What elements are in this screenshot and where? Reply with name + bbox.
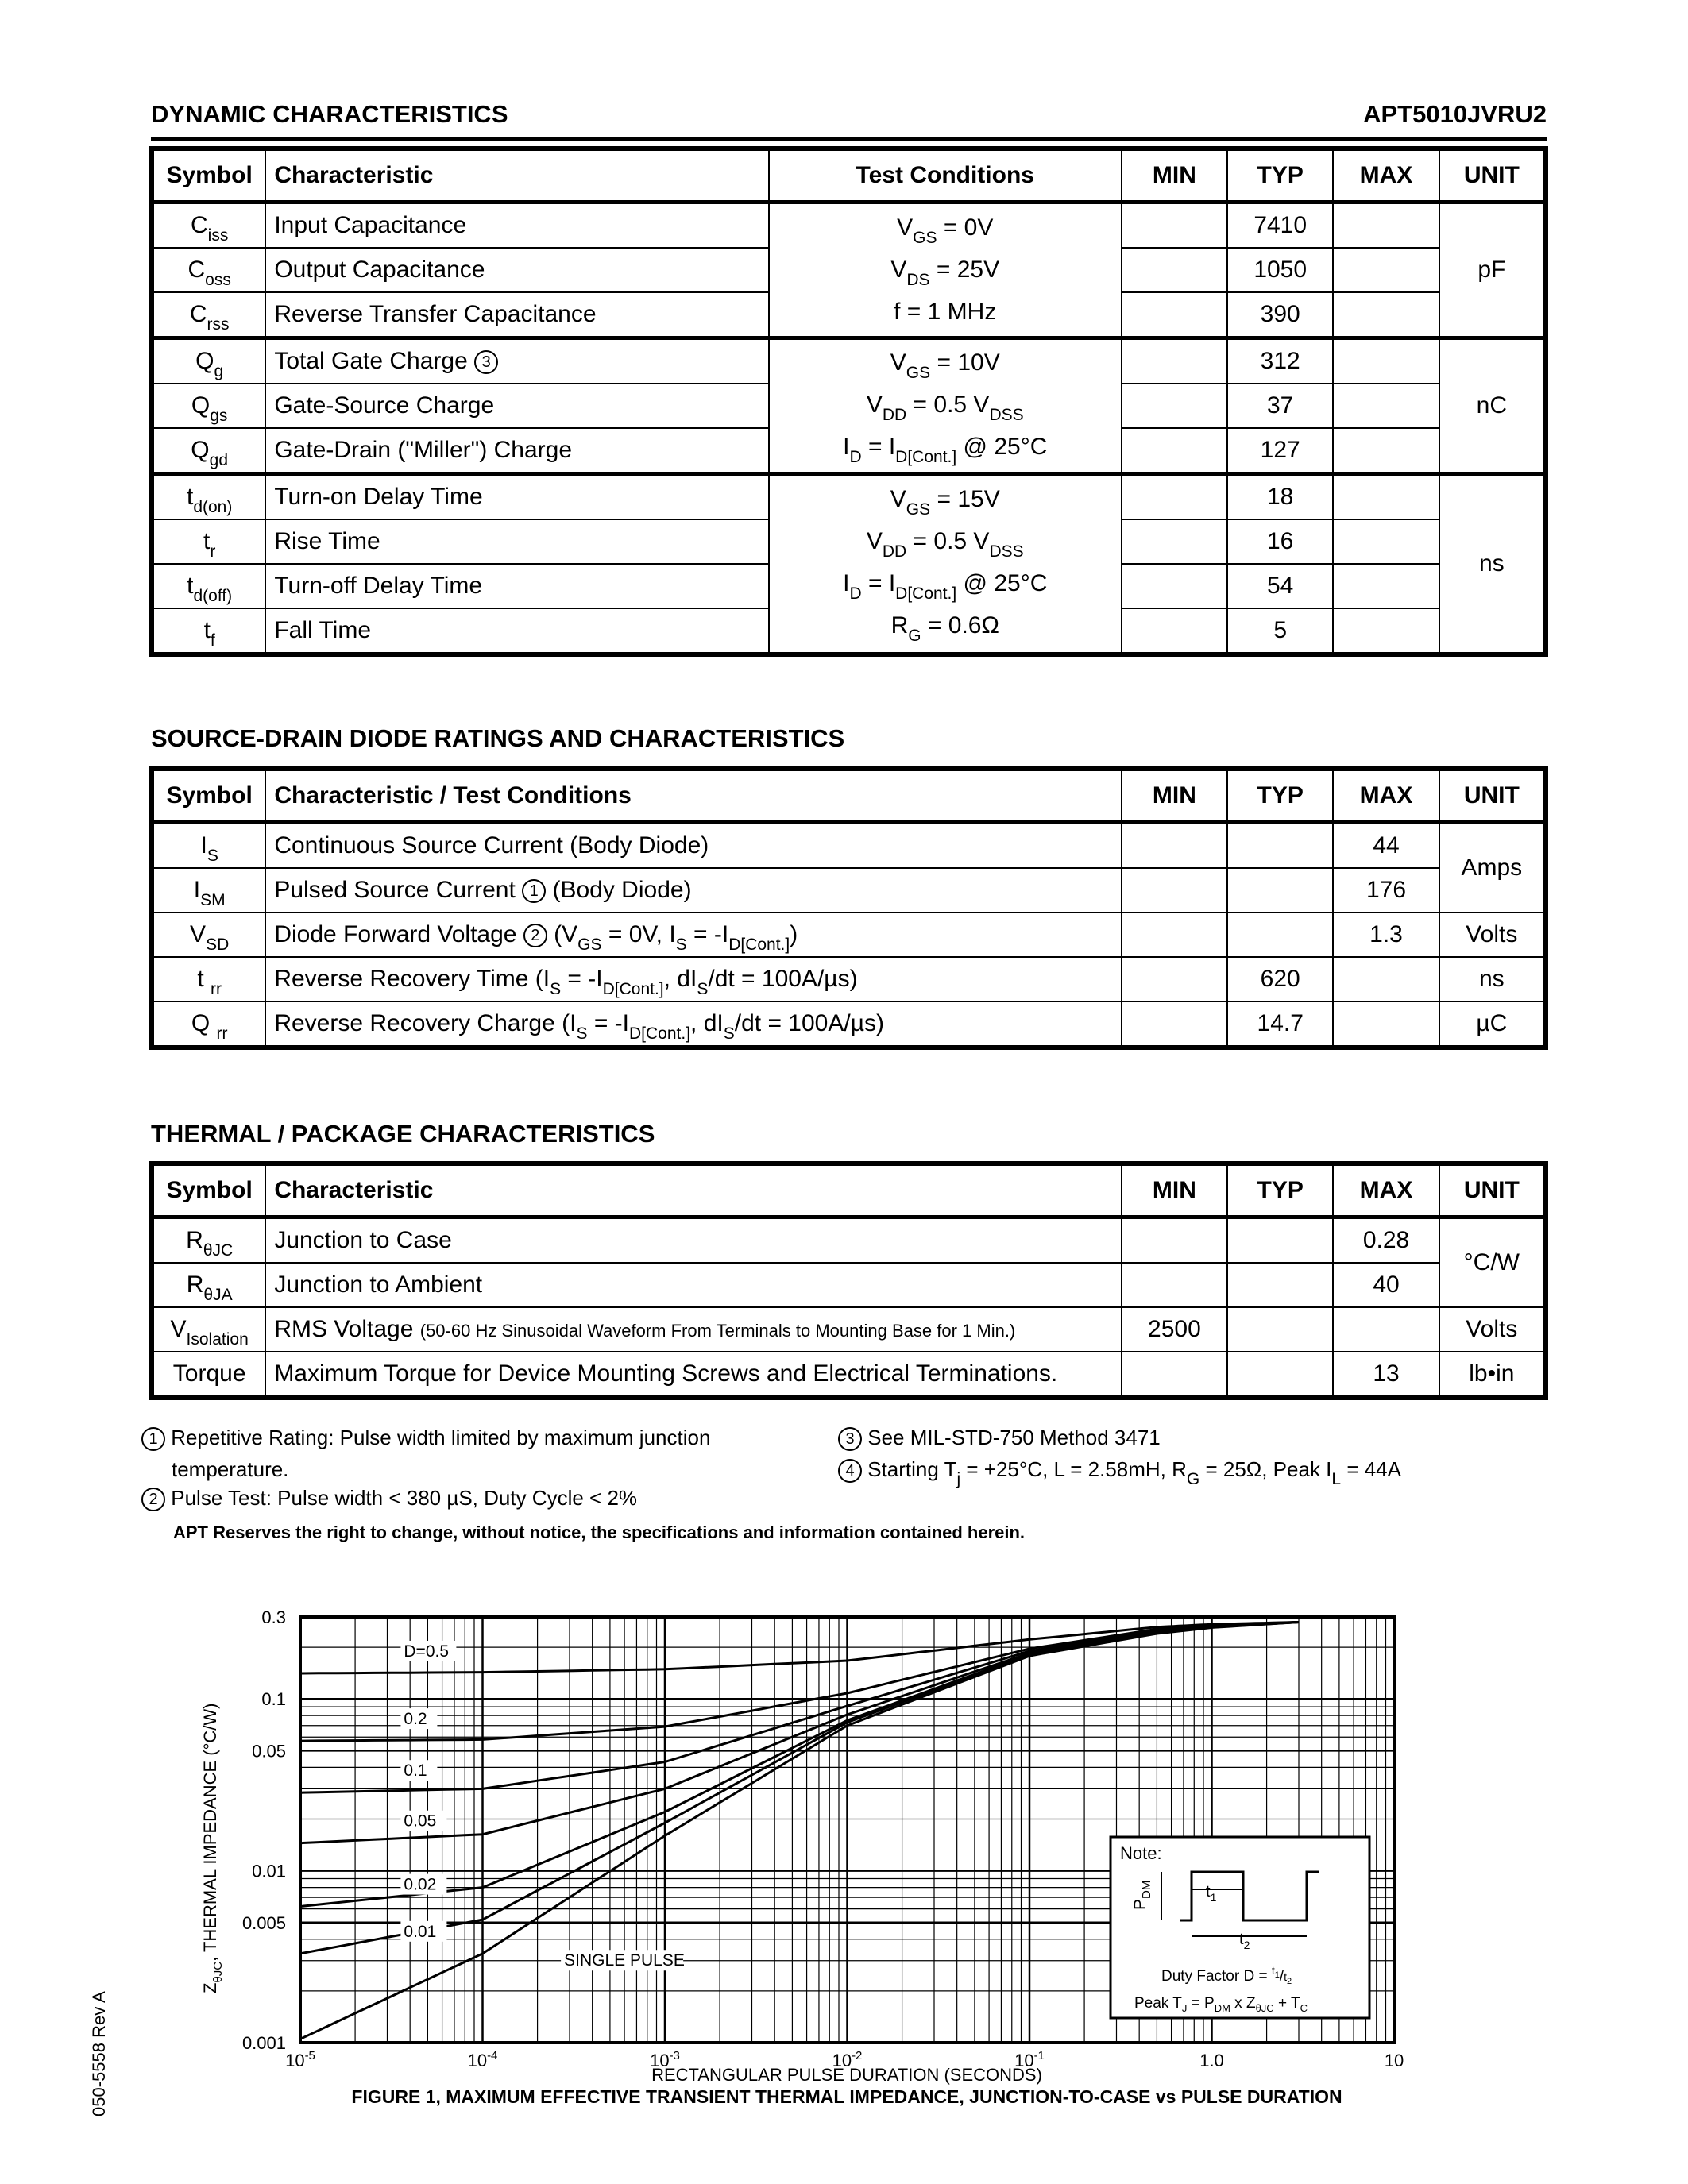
table-row	[152, 1263, 1546, 1307]
characteristic-cell: Maximum Torque for Device Mounting Screws and Electrical Terminations.	[265, 1352, 1121, 1398]
min-cell	[1122, 248, 1227, 292]
typ-cell: 127	[1227, 428, 1333, 474]
unit-cell: pF	[1439, 203, 1546, 338]
col-min: MIN	[1122, 1163, 1227, 1217]
min-cell	[1122, 957, 1227, 1001]
symbol-cell: $C_{oss}$	[152, 248, 265, 292]
footnote-1-number: 1	[141, 1427, 165, 1451]
characteristic-cell: Turn-on Delay Time	[265, 474, 768, 520]
table-row	[152, 1217, 1546, 1264]
symbol-cell: $I_S$	[152, 823, 265, 869]
table-header-row	[152, 1163, 1546, 1217]
footnote-4-number: 4	[838, 1459, 862, 1483]
max-cell	[1333, 957, 1439, 1001]
characteristic-cell: Junction to Ambient	[265, 1263, 1121, 1307]
min-cell	[1122, 608, 1227, 654]
min-cell	[1122, 384, 1227, 428]
unit-cell: µC	[1439, 1001, 1546, 1048]
max-cell: 13	[1333, 1352, 1439, 1398]
min-cell	[1122, 823, 1227, 869]
conditions-switching: $V_{GS} = 15V$ $V_{DD} = 0.5$ $V_{DSS}$ $I_D = I_{D[Cont.]}$ @ 25°C $R_G = 0.6\Omega$	[769, 474, 1122, 655]
section-title-diode: SOURCE-DRAIN DIODE RATINGS AND CHARACTERISTICS	[151, 724, 845, 752]
note-box	[1111, 1837, 1369, 2018]
characteristic-cell: Output Capacitance	[265, 248, 768, 292]
table-header-row	[152, 769, 1546, 823]
x-tick-label: 10	[1384, 2051, 1404, 2070]
typ-cell: 390	[1227, 292, 1333, 338]
characteristic-cell: Reverse Transfer Capacitance	[265, 292, 768, 338]
col-characteristic: Characteristic	[265, 1163, 1121, 1217]
characteristic-cell: Junction to Case	[265, 1217, 1121, 1264]
series-label: 0.1	[404, 1761, 427, 1781]
max-cell: 176	[1333, 868, 1439, 913]
header-rule	[151, 137, 1547, 141]
min-cell	[1122, 519, 1227, 564]
characteristic-cell: Diode Forward Voltage 2 ($V_{GS} = 0V$, $I_S = -I_{D[Cont.]}$)	[265, 913, 1121, 957]
note-title: Note:	[1120, 1843, 1162, 1863]
max-cell	[1333, 248, 1439, 292]
symbol-cell: $V_{SD}$	[152, 913, 265, 957]
x-tick-label: 1.0	[1199, 2051, 1224, 2070]
unit-cell: nC	[1439, 338, 1546, 474]
duty-factor-text: Duty Factor $D = ^t_1/t_2$	[1161, 1964, 1292, 1986]
series-label: 0.2	[404, 1710, 427, 1729]
min-cell	[1122, 868, 1227, 913]
characteristic-cell: Input Capacitance	[265, 203, 768, 249]
unit-cell: Volts	[1439, 1307, 1546, 1352]
characteristic-cell: Total Gate Charge 3	[265, 338, 768, 384]
characteristic-cell: Rise Time	[265, 519, 768, 564]
max-cell: 0.28	[1333, 1217, 1439, 1264]
max-cell: 1.3	[1333, 913, 1439, 957]
unit-cell: ns	[1439, 957, 1546, 1001]
symbol-cell: $R_{\theta JA}$	[152, 1263, 265, 1307]
col-typ: TYP	[1227, 149, 1333, 203]
figure-caption: FIGURE 1, MAXIMUM EFFECTIVE TRANSIENT THERMAL IMPEDANCE, JUNCTION-TO-CASE vs PULSE DURATION	[351, 2086, 1342, 2107]
typ-cell: 5	[1227, 608, 1333, 654]
max-cell	[1333, 1307, 1439, 1352]
col-unit: UNIT	[1439, 769, 1546, 823]
col-symbol: Symbol	[152, 1163, 265, 1217]
symbol-cell: Torque	[152, 1352, 265, 1398]
max-cell	[1333, 428, 1439, 474]
col-unit: UNIT	[1439, 149, 1546, 203]
typ-cell: 7410	[1227, 203, 1333, 249]
x-tick-label: $10^{-5}$	[285, 2049, 315, 2070]
symbol-cell: $t_f$	[152, 608, 265, 654]
series-label: 0.05	[404, 1812, 437, 1831]
col-min: MIN	[1122, 769, 1227, 823]
disclaimer: APT Reserves the right to change, without notice, the specifications and information contained herein.	[173, 1522, 1026, 1542]
x-tick-label: $10^{-4}$	[467, 2049, 498, 2070]
symbol-cell: $V_{Isolation}$	[152, 1307, 265, 1352]
col-max: MAX	[1333, 149, 1439, 203]
symbol-cell: t $_{rr}$	[152, 957, 265, 1001]
typ-cell: 16	[1227, 519, 1333, 564]
x-tick-label: $10^{-2}$	[832, 2049, 863, 2070]
max-cell	[1333, 384, 1439, 428]
symbol-cell: $C_{iss}$	[152, 203, 265, 249]
col-symbol: Symbol	[152, 769, 265, 823]
characteristic-cell: Continuous Source Current (Body Diode)	[265, 823, 1121, 869]
min-cell	[1122, 1263, 1227, 1307]
footnote-1: 1 Repetitive Rating: Pulse width limited by maximum junction temperature.	[141, 1422, 856, 1485]
section-title-thermal: THERMAL / PACKAGE CHARACTERISTICS	[151, 1120, 655, 1148]
x-tick-label: $10^{-1}$	[1014, 2049, 1045, 2070]
footnote-2-marker: 2	[523, 924, 547, 947]
table-row	[152, 823, 1546, 869]
series-label: D=0.5	[404, 1642, 450, 1661]
min-cell	[1122, 203, 1227, 249]
thermal-characteristics-table	[149, 1161, 1548, 1400]
t2-label: $t_2$	[1239, 1931, 1250, 1951]
min-cell	[1122, 338, 1227, 384]
series-label: SINGLE PULSE	[564, 1951, 685, 1970]
symbol-cell: Q $_{rr}$	[152, 1001, 265, 1048]
thermal-impedance-chart	[0, 1588, 1688, 2128]
conditions-capacitance: $V_{GS} = 0V$ $V_{DS} = 25V$ f = 1 MHz	[769, 203, 1122, 338]
symbol-cell: $C_{rss}$	[152, 292, 265, 338]
y-tick-label: 0.001	[241, 2033, 286, 2053]
max-cell	[1333, 564, 1439, 608]
unit-cell: ns	[1439, 474, 1546, 655]
series-label: 0.01	[404, 1922, 437, 1941]
pdm-label: $P_{DM}$	[1131, 1880, 1153, 1910]
col-min: MIN	[1122, 149, 1227, 203]
y-tick-label: 0.1	[261, 1689, 286, 1710]
footnote-4: 4 Starting $T_j = +25^\circ C$, L = 2.58mH, $R_G = 25\Omega$, Peak $I_L = 44A$	[838, 1453, 1401, 1488]
footnote-2-number: 2	[141, 1488, 165, 1511]
min-cell	[1122, 428, 1227, 474]
characteristic-cell: Reverse Recovery Charge ($I_S = -I_{D[Cont.]}$, $dI_S/dt = 100A/\mu s$)	[265, 1001, 1121, 1048]
col-test-conditions: Test Conditions	[769, 149, 1122, 203]
typ-cell	[1227, 1263, 1333, 1307]
typ-cell	[1227, 823, 1333, 869]
footnote-1-marker: 1	[522, 879, 546, 903]
typ-cell	[1227, 1352, 1333, 1398]
table-row	[152, 957, 1546, 1001]
unit-cell: Amps	[1439, 823, 1546, 913]
conditions-gate-charge: $V_{GS} = 10V$ $V_{DD} = 0.5$ $V_{DSS}$ $I_D = I_{D[Cont.]}$ @ 25°C	[769, 338, 1122, 474]
col-symbol: Symbol	[152, 149, 265, 203]
table-row	[152, 868, 1546, 913]
peak-tj-text: Peak $T_J = P_{DM}$ x $Z_{\theta JC} + T_C$	[1134, 1995, 1308, 2014]
symbol-cell: $I_{SM}$	[152, 868, 265, 913]
characteristic-cell: Fall Time	[265, 608, 768, 654]
footnote-3-marker: 3	[474, 350, 498, 374]
typ-cell	[1227, 1217, 1333, 1264]
unit-cell: Volts	[1439, 913, 1546, 957]
typ-cell	[1227, 913, 1333, 957]
min-cell	[1122, 474, 1227, 520]
min-cell	[1122, 913, 1227, 957]
typ-cell: 312	[1227, 338, 1333, 384]
characteristic-cell: Gate-Source Charge	[265, 384, 768, 428]
table-row	[152, 1352, 1546, 1398]
document-revision: 050-5558 Rev A	[89, 1991, 109, 2116]
typ-cell: 37	[1227, 384, 1333, 428]
col-max: MAX	[1333, 1163, 1439, 1217]
y-tick-label: 0.005	[241, 1912, 286, 1933]
typ-cell: 14.7	[1227, 1001, 1333, 1048]
table-row	[152, 338, 1546, 384]
symbol-cell: $Q_g$	[152, 338, 265, 384]
max-cell: 44	[1333, 823, 1439, 869]
t1-label: $t_1$	[1206, 1883, 1217, 1904]
footnote-3-number: 3	[838, 1427, 862, 1451]
min-cell	[1122, 564, 1227, 608]
col-typ: TYP	[1227, 769, 1333, 823]
max-cell	[1333, 519, 1439, 564]
min-cell	[1122, 292, 1227, 338]
col-characteristic: Characteristic	[265, 149, 768, 203]
y-tick-label: 0.05	[252, 1741, 286, 1761]
dynamic-characteristics-table	[149, 146, 1548, 657]
symbol-cell: $t_{d(off)}$	[152, 564, 265, 608]
x-axis-title: RECTANGULAR PULSE DURATION (SECONDS)	[651, 2065, 1042, 2085]
characteristic-cell: Reverse Recovery Time ($I_S = -I_{D[Cont.]}$, $dI_S/dt = 100A/\mu s$)	[265, 957, 1121, 1001]
part-number: APT5010JVRU2	[1363, 100, 1547, 128]
max-cell	[1333, 203, 1439, 249]
characteristic-cell: Gate-Drain ("Miller") Charge	[265, 428, 768, 474]
symbol-cell: $t_{d(on)}$	[152, 474, 265, 520]
note-box-frame	[1111, 1837, 1369, 2018]
diode-characteristics-table	[149, 766, 1548, 1050]
max-cell	[1333, 292, 1439, 338]
footnote-2: 2 Pulse Test: Pulse width < 380 µS, Duty Cycle < 2%	[141, 1482, 637, 1514]
y-axis-title: $Z_{\theta JC}$, THERMAL IMPEDANCE (°C/W)	[200, 1703, 225, 1993]
y-tick-label: 0.3	[261, 1607, 286, 1627]
table-row	[152, 474, 1546, 520]
col-max: MAX	[1333, 769, 1439, 823]
max-cell	[1333, 338, 1439, 384]
max-cell: 40	[1333, 1263, 1439, 1307]
characteristic-cell: Pulsed Source Current 1 (Body Diode)	[265, 868, 1121, 913]
typ-cell	[1227, 1307, 1333, 1352]
symbol-cell: $Q_{gd}$	[152, 428, 265, 474]
col-characteristic: Characteristic / Test Conditions	[265, 769, 1121, 823]
x-tick-label: $10^{-3}$	[650, 2049, 680, 2070]
characteristic-cell: RMS Voltage (50-60 Hz Sinusoidal Waveform From Terminals to Mounting Base for 1 Min.)	[265, 1307, 1121, 1352]
typ-cell	[1227, 868, 1333, 913]
section-title-dynamic: DYNAMIC CHARACTERISTICS	[151, 100, 508, 128]
series-line-1	[300, 1623, 1299, 1742]
table-row	[152, 203, 1546, 249]
col-unit: UNIT	[1439, 1163, 1546, 1217]
typ-cell: 18	[1227, 474, 1333, 520]
min-cell	[1122, 1352, 1227, 1398]
symbol-cell: $Q_{gs}$	[152, 384, 265, 428]
min-cell	[1122, 1217, 1227, 1264]
table-row	[152, 1001, 1546, 1048]
table-row	[152, 913, 1546, 957]
min-cell	[1122, 1001, 1227, 1048]
unit-cell: °C/W	[1439, 1217, 1546, 1308]
typ-cell: 1050	[1227, 248, 1333, 292]
max-cell	[1333, 608, 1439, 654]
min-cell: 2500	[1122, 1307, 1227, 1352]
series-label: 0.02	[404, 1875, 437, 1894]
col-typ: TYP	[1227, 1163, 1333, 1217]
typ-cell: 54	[1227, 564, 1333, 608]
max-cell	[1333, 1001, 1439, 1048]
unit-cell: lb•in	[1439, 1352, 1546, 1398]
footnote-3: 3 See MIL-STD-750 Method 3471	[838, 1422, 1161, 1453]
typ-cell: 620	[1227, 957, 1333, 1001]
symbol-cell: $t_r$	[152, 519, 265, 564]
table-header-row	[152, 149, 1546, 203]
symbol-cell: $R_{\theta JC}$	[152, 1217, 265, 1264]
max-cell	[1333, 474, 1439, 520]
table-row	[152, 1307, 1546, 1352]
characteristic-cell: Turn-off Delay Time	[265, 564, 768, 608]
y-tick-label: 0.01	[252, 1861, 286, 1881]
